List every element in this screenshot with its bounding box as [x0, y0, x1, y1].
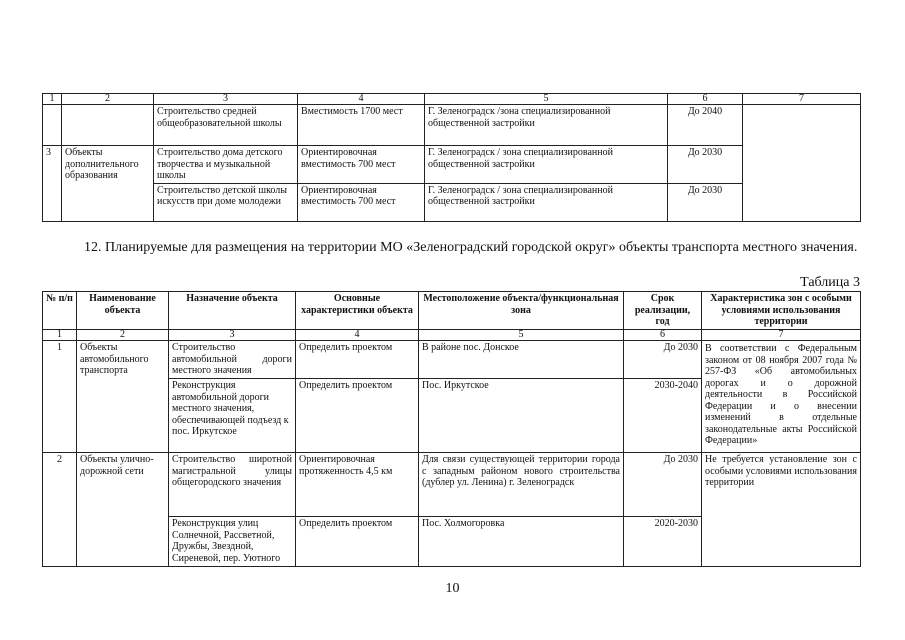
table-header-row — [43, 292, 861, 330]
object-group: Объекты дополнительного образования — [62, 146, 154, 222]
header-characteristics: Основные характеристики объекта — [296, 292, 419, 330]
col-number: 2 — [77, 330, 169, 341]
header-name: Наименование объекта — [77, 292, 169, 330]
table-row — [43, 341, 861, 379]
row-number — [43, 105, 62, 146]
implementation-term: До 2030 — [624, 453, 702, 517]
header-num: № п/п — [43, 292, 77, 330]
object-location: Г. Зеленоградск / зона специализированной общественной застройки — [425, 146, 668, 184]
object-purpose: Строительство широтной магистральной улицы общегородского значения — [169, 453, 296, 517]
zone-characteristics: Не требуется установление зон с особыми условиями использования территории — [702, 453, 861, 567]
object-purpose: Строительство дома детского творчества и музыкальной школы — [154, 146, 298, 184]
section-12-heading: 12. Планируемые для размещения на территории МО «Зеленоградский городской округ» объекты транспорта местного значения. — [84, 240, 858, 255]
object-characteristics: Ориентировочная протяженность 4,5 км — [296, 453, 419, 517]
object-purpose: Строительство автомобильной дороги местного значения — [169, 341, 296, 379]
row-number: 1 — [43, 341, 77, 453]
zone-characteristics: В соответствии с Федеральным законом от 08 ноября 2007 года № 257-ФЗ «Об автомобильных дорогах и о дорожной деятельности в Российской Федерации и о внесении изменений в отдельные законодательные акты Российской Федерации» — [702, 341, 861, 453]
row-number: 3 — [43, 146, 62, 222]
implementation-term: До 2040 — [668, 105, 743, 146]
col-number: 2 — [62, 94, 154, 105]
object-name: Объекты автомобильного транспорта — [77, 341, 169, 453]
object-location: Г. Зеленоградск / зона специализированной общественной застройки — [425, 183, 668, 221]
table-row — [43, 146, 861, 184]
object-location: В районе пос. Донское — [419, 341, 624, 379]
zone-characteristics — [743, 105, 861, 222]
object-name: Объекты улично-дорожной сети — [77, 453, 169, 567]
col-number: 3 — [169, 330, 296, 341]
column-numbers-row — [43, 330, 861, 341]
object-characteristics: Вместимость 1700 мест — [298, 105, 425, 146]
object-purpose: Реконструкция улиц Солнечной, Рассветной, Дружбы, Звездной, Сиреневой, пер. Уютного — [169, 517, 296, 567]
object-characteristics: Ориентировочная вместимость 700 мест — [298, 146, 425, 184]
col-number: 6 — [624, 330, 702, 341]
page-number: 10 — [445, 581, 460, 596]
col-number: 4 — [298, 94, 425, 105]
table-2 — [42, 93, 861, 222]
table-caption: Таблица 3 — [800, 275, 860, 290]
header-term: Срок реализации, год — [624, 292, 702, 330]
col-number: 7 — [702, 330, 861, 341]
object-group — [62, 105, 154, 146]
implementation-term: До 2030 — [668, 183, 743, 221]
object-purpose: Строительство средней общеобразовательной школы — [154, 105, 298, 146]
col-number: 7 — [743, 94, 861, 105]
table-3 — [42, 291, 861, 567]
table-row — [43, 183, 861, 221]
implementation-term: До 2030 — [668, 146, 743, 184]
col-number: 5 — [425, 94, 668, 105]
object-characteristics: Ориентировочная вместимость 700 мест — [298, 183, 425, 221]
object-location: Г. Зеленоградск /зона специализированной общественной застройки — [425, 105, 668, 146]
row-number: 2 — [43, 453, 77, 567]
object-purpose: Реконструкция автомобильной дороги местного значения, обеспечивающей подъезд к пос. Иркутское — [169, 379, 296, 453]
header-location: Местоположение объекта/функциональная зона — [419, 292, 624, 330]
column-numbers-row — [43, 94, 861, 105]
col-number: 1 — [43, 330, 77, 341]
implementation-term: 2030-2040 — [624, 379, 702, 453]
object-characteristics: Определить проектом — [296, 341, 419, 379]
object-characteristics: Определить проектом — [296, 379, 419, 453]
table-row — [43, 105, 861, 146]
object-location: Пос. Холмогоровка — [419, 517, 624, 567]
header-zones: Характеристика зон с особыми условиями использования территории — [702, 292, 861, 330]
col-number: 6 — [668, 94, 743, 105]
col-number: 5 — [419, 330, 624, 341]
col-number: 3 — [154, 94, 298, 105]
col-number: 1 — [43, 94, 62, 105]
col-number: 4 — [296, 330, 419, 341]
object-location: Пос. Иркутское — [419, 379, 624, 453]
implementation-term: До 2030 — [624, 341, 702, 379]
header-purpose: Назначение объекта — [169, 292, 296, 330]
table-row — [43, 453, 861, 517]
implementation-term: 2020-2030 — [624, 517, 702, 567]
object-purpose: Строительство детской школы искусств при доме молодежи — [154, 183, 298, 221]
object-characteristics: Определить проектом — [296, 517, 419, 567]
object-location: Для связи существующей территории города с западным районом нового строительства (дублер ул. Ленина) г. Зеленоградск — [419, 453, 624, 517]
